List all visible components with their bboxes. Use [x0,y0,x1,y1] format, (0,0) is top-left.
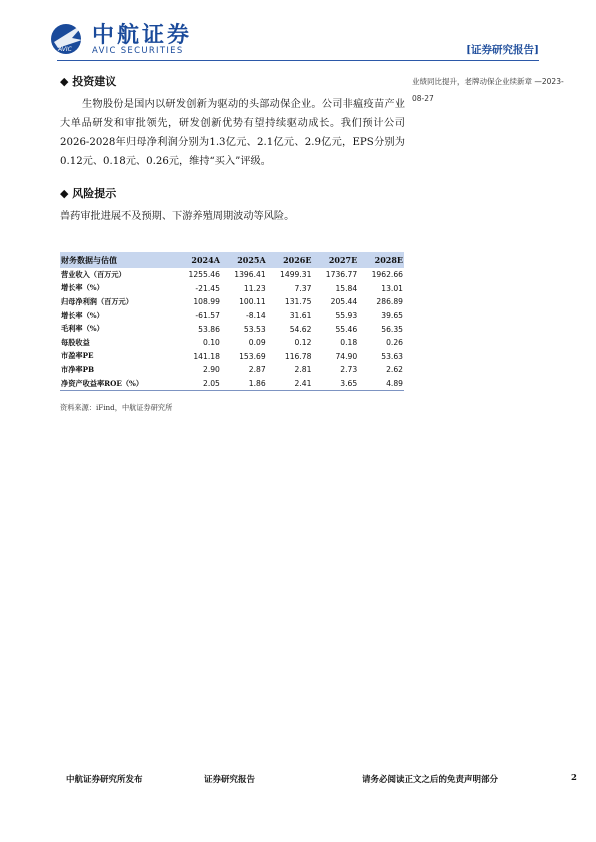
logo-english-name: AVIC SECURITIES [92,46,184,56]
table-cell: 153.69 [239,351,266,361]
table-cell: 56.35 [381,324,403,334]
table-cell: 54.62 [289,324,312,334]
row-label: 净资产收益率ROE（%） [60,377,175,391]
table-header-cell: 2028E [358,252,404,268]
table-header-cell: 财务数据与估值 [60,252,175,268]
table-cell: 141.18 [193,351,220,361]
table-cell: -21.45 [195,283,220,293]
table-cell: 0.09 [248,338,266,348]
table-cell: 0.26 [386,338,403,348]
row-label: 归母净利润（百万元） [61,296,133,306]
table-cell: 53.63 [381,351,403,361]
table-cell: -8.14 [246,311,266,321]
investment-title: ◆ 投资建议 [60,75,117,88]
row-label: 市盈率PE [61,351,94,361]
table-row [60,377,404,391]
table-cell: 2.73 [340,365,358,375]
footer-report-type: 证券研究报告 [204,775,256,785]
svg-text:AVIC: AVIC [58,46,72,53]
financial-table-body [60,268,404,391]
table-cell: 0.18 [340,338,358,348]
table-cell: 1499.31 [280,270,312,280]
table-cell: 116.78 [284,351,312,361]
table-cell: 1396.41 [234,270,266,280]
table-cell: 4.89 [358,377,404,391]
report-type-tag: [证券研究报告] [466,44,539,56]
related-report-note: 业绩同比提升，老牌动保企业续新章 —2023-08-27 [412,77,564,103]
footer-disclaimer: 请务必阅读正文之后的免责声明部分 [362,775,499,785]
table-cell: 2.62 [386,365,403,375]
table-cell: 0.10 [202,338,220,348]
risk-title: ◆ 风险提示 [60,187,117,200]
table-cell: 53.53 [243,324,266,334]
row-label: 增长率（%） [61,310,104,320]
risk-paragraph: 兽药审批进展不及预期、下游养殖周期波动等风险。 [60,211,295,222]
table-row [60,363,404,377]
logo-chinese-name: 中航证券 [92,23,193,48]
table-row [60,322,404,336]
table-cell: 55.93 [335,311,358,321]
table-cell: 205.44 [330,297,358,307]
row-label: 市净率PB [61,364,95,374]
table-cell: 2.05 [175,377,221,391]
table-cell: 0.12 [294,338,312,348]
table-cell: 2.90 [202,365,220,375]
table-row [60,350,404,364]
table-row [60,282,404,296]
table-cell: 1736.77 [325,270,358,280]
table-cell: 3.65 [312,377,358,391]
table-cell: 2.81 [294,365,312,375]
page-number: 2 [571,773,577,783]
row-label: 每股收益 [61,337,90,347]
table-cell: 11.23 [243,283,266,293]
table-cell: 1.86 [221,377,267,391]
table-cell: 39.65 [381,311,403,321]
table-cell: 2.41 [267,377,313,391]
header-divider [57,60,539,61]
table-cell: 74.90 [335,351,358,361]
table-row [60,309,404,323]
table-cell: 131.75 [284,297,312,307]
avic-logo-icon [48,18,92,58]
table-cell: 53.86 [198,324,220,334]
table-cell: 15.84 [335,283,358,293]
table-source: 资料来源：iFind，中航证券研究所 [60,403,173,412]
row-label: 增长率（%） [61,283,104,293]
table-cell: 55.46 [335,324,358,334]
table-cell: 13.01 [381,283,403,293]
table-cell: 100.11 [239,297,266,307]
table-cell: 7.37 [294,283,312,293]
row-label: 营业收入（百万元） [61,269,126,279]
table-row [60,336,404,350]
table-header-cell: 2025A [221,252,267,268]
row-label: 毛利率（%） [61,324,104,334]
table-header-cell: 2024A [175,252,221,268]
table-row [60,295,404,309]
table-cell: 286.89 [376,297,403,307]
table-cell: 108.99 [193,297,220,307]
table-header-row [60,252,404,268]
table-cell: 1962.66 [371,270,403,280]
table-header-cell: 2027E [312,252,358,268]
table-cell: 2.87 [248,365,266,375]
table-header-cell: 2026E [267,252,313,268]
table-cell: 31.61 [289,311,312,321]
footer-publisher: 中航证券研究所发布 [66,775,143,785]
table-cell: 1255.46 [188,270,220,280]
table-cell: -61.57 [195,311,220,321]
financial-table [60,252,404,391]
company-logo [48,18,218,58]
table-row [60,268,404,282]
investment-paragraph: 生物股份是国内以研发创新为驱动的头部动保企业。公司非瘟疫苗产业大单品研发和审批领先，研发创新优势有望持续驱动成长。我们预计公司2026-2028年归母净利润分别为1.3亿元、2.1亿元、2.9亿元，EPS分别为0.12元、0.18元、0.26元，维持“买入”评级。 [60,99,405,167]
main-content [60,73,405,226]
